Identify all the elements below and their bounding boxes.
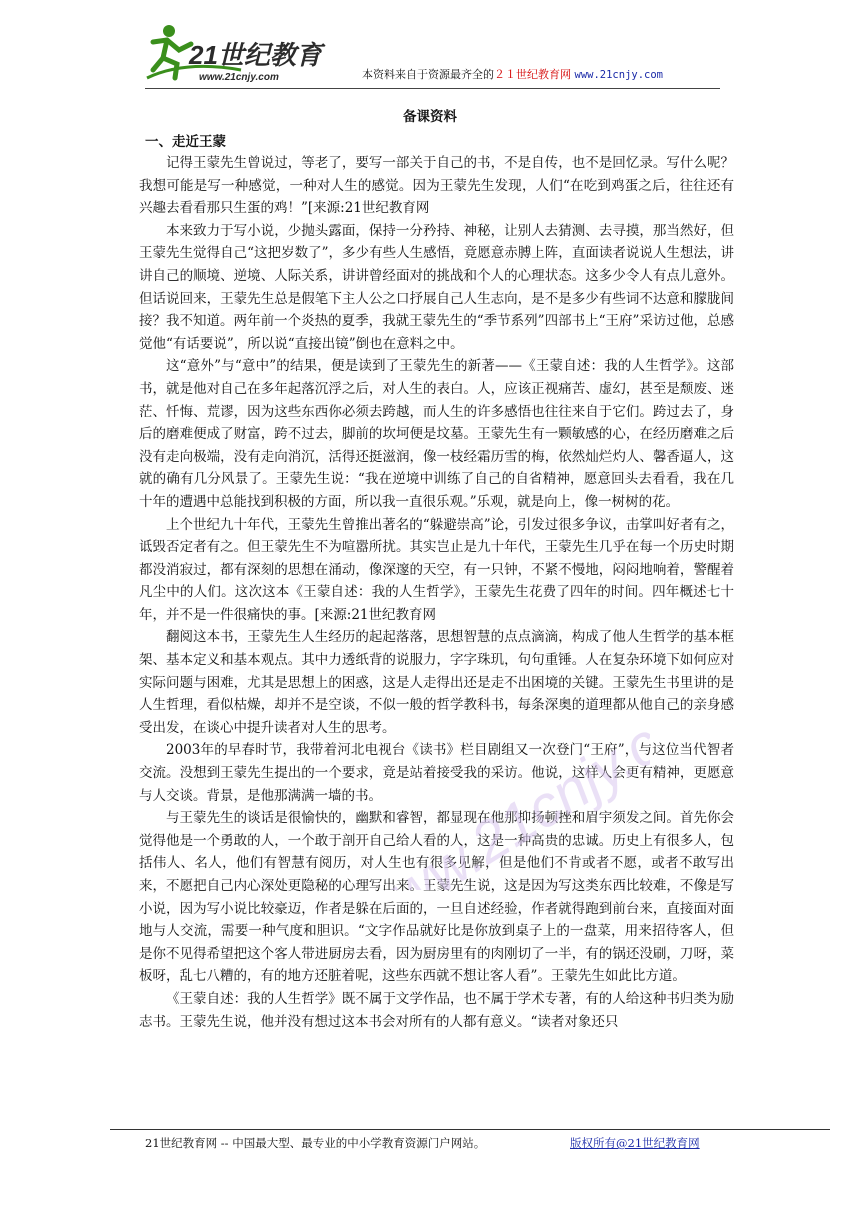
logo-url: www.21cnjy.com <box>199 72 279 83</box>
source-site-link[interactable]: ２１世纪教育网 <box>494 68 571 81</box>
page-footer <box>145 1135 700 1151</box>
paragraph-6: 2003年的早春时节，我带着河北电视台《读书》栏目剧组又一次登门“王府”，与这位当代智者交流。没想到王蒙先生提出的一个要求，竟是站着接受我的采访。他说，这样人会更有精神，更愿意与人交谈。背景，是他那满满一墙的书。 <box>139 742 734 804</box>
source-url-link[interactable]: www.21cnjy.com <box>574 69 664 81</box>
paragraph-1: 记得王蒙先生曾说过，等老了，要写一部关于自己的书，不是自传，也不是回忆录。写什么呢？我想可能是写一种感觉，一种对人生的感觉。因为王蒙先生发现，人们“在吃到鸡蛋之后，往往还有兴趣去看看那只生蛋的鸡！”[来源:21世纪教育网 <box>139 155 734 217</box>
running-figure-logo-icon <box>145 20 345 90</box>
page-header <box>0 0 860 100</box>
paragraph-3: 这“意外”与“意中”的结果，便是读到了王蒙先生的新著——《王蒙自述：我的人生哲学》。这部书，就是他对自己在多年起落沉浮之后，对人生的表白。人，应该正视痛苦、虚幻，甚至是颓废、迷茫、忏悔、荒谬，因为这些东西你必须去跨越，而人生的许多感悟也往往来自于它们。跨过去了，身后的磨难便成了财富，跨不过去，脚前的坎坷便是坟墓。王蒙先生有一颗敏感的心，在经历磨难之后没有走向极端，没有走向消沉，活得还挺滋润，像一枝经霜历雪的梅，依然灿烂灼人、馨香逼人，这就的确有几分风景了。王蒙先生说：“我在逆境中训练了自己的自省精神，愿意回头去看看，我在几十年的遭遇中总能找到积极的方面，所以我一直很乐观。”乐观，就是向上，像一树树的花。 <box>139 358 734 510</box>
footer-divider <box>110 1129 830 1130</box>
article-body <box>139 152 734 1033</box>
paragraph-4: 上个世纪九十年代，王蒙先生曾推出著名的“躲避崇高”论，引发过很多争议，击掌叫好者有之，诋毁否定者有之。但王蒙先生不为喧嚣所扰。其实岂止是九十年代，王蒙先生几乎在每一个历史时期都没消寂过，都有深刻的思想在涌动，像深邃的天空，有一只钟，不紧不慢地，闷闷地响着，警醒着凡尘中的人们。这次这本《王蒙自述：我的人生哲学》，王蒙先生花费了四年的时间。四年概述七十年，并不是一件很痛快的事。[来源:21世纪教育网 <box>139 516 734 623</box>
paragraph-7: 与王蒙先生的谈话是很愉快的，幽默和睿智，都显现在他那抑扬顿挫和眉宇须发之间。首先你会觉得他是一个勇敢的人，一个敢于剖开自己给人看的人，这是一种高贵的忠诚。历史上有很多人，包括伟人、名人，他们有智慧有阅历，对人生也有很多见解，但是他们不肯或者不愿，或者不敢写出来，不愿把自己内心深处更隐秘的心理写出来。王蒙先生说，这是因为写这类东西比较难，不像是写小说，因为写小说比较豪迈，作者是躲在后面的，一旦自述经验，作者就得跑到前台来，直接面对面地与人交流，需要一种气度和胆识。“文字作品就好比是你放到桌子上的一盘菜，用来招待客人，但是你不见得希望把这个客人带进厨房去看，因为厨房里有的肉刚切了一半，有的锅还没刷，刀呀，菜板呀，乱七八糟的，有的地方还脏着呢，这些东西就不想让客人看”。王蒙先生如此比方道。 <box>139 810 734 985</box>
footer-text: 21世纪教育网 -- 中国最大型、最专业的中小学教育资源门户网站。 <box>145 1136 486 1150</box>
document-title: 备课资料 <box>403 109 457 125</box>
watermark-text: www.21cnjy.com <box>342 668 650 890</box>
header-source-line <box>362 68 663 82</box>
paragraph-2: 本来致力于写小说，少抛头露面，保持一分矜持、神秘，让别人去猜测、去寻摸，那当然好，但王蒙先生觉得自己“这把岁数了”，多少有些人生感悟，竟愿意赤膊上阵，直面读者说说人生想法，讲讲自己的顺境、逆境、人际关系，讲讲曾经面对的挑战和个人的心理状态。这多少令人有点儿意外。但话说回来，王蒙先生总是假笔下主人公之口抒展自己人生志向，是不是多少有些词不达意和朦胧间接？我不知道。两年前一个炎热的夏季，我就王蒙先生的“季节系列”四部书上“王府”采访过他，总感觉他“有话要说”，所以说“直接出镜”倒也在意料之中。 <box>139 222 734 352</box>
copyright-link[interactable]: 版权所有@21世纪教育网 <box>570 1136 700 1150</box>
section-heading: 一、走近王蒙 <box>145 134 226 150</box>
source-prefix: 本资料来自于资源最齐全的 <box>362 68 494 81</box>
logo-text: 21世纪教育 <box>189 40 322 70</box>
paragraph-5: 翻阅这本书，王蒙先生人生经历的起起落落，思想智慧的点点滴滴，构成了他人生哲学的基本框架、基本定义和基本观点。其中力透纸背的说服力，字字珠玑，句句重锤。人在复杂环境下如何应对实际问题与困难，尤其是思想上的困惑，这是人走得出还是走不出困境的关键。王蒙先生书里讲的是人生哲理，看似枯燥，却并不是空谈，不似一般的哲学教科书，每条深奥的道理都从他自己的亲身感受出发，在谈心中提升读者对人生的思考。 <box>139 629 734 736</box>
header-divider <box>145 88 720 89</box>
site-logo[interactable] <box>145 20 345 90</box>
paragraph-8: 《王蒙自述：我的人生哲学》既不属于文学作品，也不属于学术专著，有的人给这种书归类为励志书。王蒙先生说，他并没有想过这本书会对所有的人都有意义。“读者对象还只 <box>139 990 734 1030</box>
